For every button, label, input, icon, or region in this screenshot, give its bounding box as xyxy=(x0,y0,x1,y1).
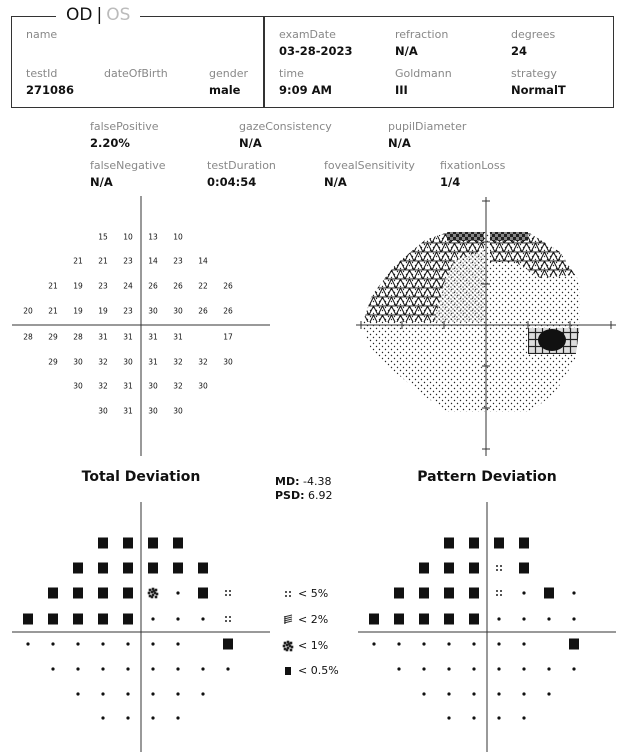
sensitivity-value: 31 xyxy=(98,332,108,342)
sensitivity-value: 26 xyxy=(198,306,208,316)
sensitivity-value: 21 xyxy=(98,256,108,266)
eye-od-tab[interactable]: OD xyxy=(66,5,93,25)
pupil-diameter-value: N/A xyxy=(388,136,411,150)
exam-date-label: examDate xyxy=(279,28,336,41)
sensitivity-value: 23 xyxy=(123,256,133,266)
sensitivity-value: 19 xyxy=(73,306,83,316)
legend-symbol-p5 xyxy=(285,591,291,597)
sensitivity-value: 31 xyxy=(123,406,133,416)
legend-label: < 0.5% xyxy=(298,664,339,677)
sensitivity-value: 30 xyxy=(73,357,83,367)
sensitivity-value: 23 xyxy=(123,306,133,316)
sensitivity-value: 30 xyxy=(98,406,108,416)
sensitivity-value: 30 xyxy=(123,357,133,367)
sensitivity-value: 23 xyxy=(98,281,108,291)
sensitivity-value: 31 xyxy=(123,332,133,342)
fixation-loss-value: 1/4 xyxy=(440,175,461,189)
sensitivity-value: 20 xyxy=(23,306,33,316)
dob-label: dateOfBirth xyxy=(104,67,168,80)
degrees-label: degrees xyxy=(511,28,556,41)
sensitivity-value: 29 xyxy=(48,332,58,342)
test-id-value: 271086 xyxy=(26,83,75,97)
md-value: -4.38 xyxy=(302,475,332,488)
test-duration-label: testDuration xyxy=(207,159,276,172)
sensitivity-value: 31 xyxy=(148,332,158,342)
gender-value: male xyxy=(209,83,241,97)
sensitivity-value: 19 xyxy=(98,306,108,316)
sensitivity-value: 13 xyxy=(148,232,158,242)
pattern-deviation-title: Pattern Deviation xyxy=(417,469,557,485)
false-positive-label: falsePositive xyxy=(90,120,159,133)
sensitivity-value: 32 xyxy=(198,357,208,367)
sensitivity-value: 26 xyxy=(223,306,233,316)
sensitivity-value: 30 xyxy=(73,381,83,391)
sensitivity-value: 30 xyxy=(173,306,183,316)
sensitivity-value: 26 xyxy=(148,281,158,291)
legend-label: < 5% xyxy=(298,587,329,600)
degrees-value: 24 xyxy=(511,44,528,58)
legend-symbol-p05-mark xyxy=(285,667,291,675)
false-positive-value: 2.20% xyxy=(90,136,130,150)
sensitivity-value: 30 xyxy=(148,306,158,316)
gender-label: gender xyxy=(209,67,248,80)
false-negative-value: N/A xyxy=(90,175,113,189)
time-value: 9:09 AM xyxy=(279,83,332,97)
sensitivity-value: 29 xyxy=(48,357,58,367)
test-duration-value: 0:04:54 xyxy=(207,175,257,189)
exam-date-value: 03-28-2023 xyxy=(279,44,353,58)
sensitivity-value: 14 xyxy=(148,256,158,266)
sensitivity-value: 21 xyxy=(48,306,58,316)
sensitivity-value: 24 xyxy=(123,281,133,291)
sensitivity-value: 30 xyxy=(148,381,158,391)
total-deviation-title: Total Deviation xyxy=(81,469,201,485)
sensitivity-value: 23 xyxy=(173,256,183,266)
gaze-consistency-value: N/A xyxy=(239,136,262,150)
legend-symbol-p2 xyxy=(284,615,292,624)
sensitivity-value: 32 xyxy=(173,381,183,391)
name-label: name xyxy=(26,28,58,41)
sensitivity-value: 19 xyxy=(73,281,83,291)
sensitivity-value: 17 xyxy=(223,332,233,342)
sensitivity-value: 28 xyxy=(73,332,83,342)
refraction-value: N/A xyxy=(395,44,418,58)
sensitivity-value: 32 xyxy=(98,357,108,367)
sensitivity-value: 31 xyxy=(173,332,183,342)
strategy-label: strategy xyxy=(511,67,557,80)
strategy-value: NormalT xyxy=(511,83,566,97)
psd-value: 6.92 xyxy=(308,489,333,502)
gaze-consistency-label: gazeConsistency xyxy=(239,120,332,133)
sensitivity-value: 30 xyxy=(148,406,158,416)
sensitivity-value: 14 xyxy=(198,256,208,266)
sensitivity-value: 10 xyxy=(123,232,133,242)
sensitivity-value: 15 xyxy=(98,232,108,242)
sensitivity-value: 30 xyxy=(198,381,208,391)
sensitivity-value: 26 xyxy=(223,281,233,291)
refraction-label: refraction xyxy=(395,28,449,41)
sensitivity-value: 32 xyxy=(173,357,183,367)
legend-label: < 1% xyxy=(298,639,329,652)
foveal-sensitivity-label: fovealSensitivity xyxy=(324,159,415,172)
legend-label: < 2% xyxy=(298,613,329,626)
sensitivity-value: 32 xyxy=(98,381,108,391)
time-label: time xyxy=(279,67,304,80)
md-label: MD: xyxy=(275,475,300,488)
sensitivity-value: 26 xyxy=(173,281,183,291)
pupil-diameter-label: pupilDiameter xyxy=(388,120,467,133)
eye-os-tab[interactable]: OS xyxy=(106,5,131,25)
sensitivity-value: 30 xyxy=(223,357,233,367)
sensitivity-value: 21 xyxy=(73,256,83,266)
sensitivity-value: 30 xyxy=(173,406,183,416)
sensitivity-value: 28 xyxy=(23,332,33,342)
foveal-sensitivity-value: N/A xyxy=(324,175,347,189)
false-negative-label: falseNegative xyxy=(90,159,166,172)
sensitivity-value: 31 xyxy=(123,381,133,391)
sensitivity-value: 22 xyxy=(198,281,208,291)
fixation-loss-label: fixationLoss xyxy=(440,159,506,172)
legend-symbol-p1 xyxy=(283,641,294,652)
test-id-label: testId xyxy=(26,67,58,80)
goldmann-label: Goldmann xyxy=(395,67,452,80)
sensitivity-value: 10 xyxy=(173,232,183,242)
psd-label: PSD: xyxy=(275,489,305,502)
goldmann-value: III xyxy=(395,83,408,97)
eye-separator: | xyxy=(96,5,103,25)
sensitivity-value: 21 xyxy=(48,281,58,291)
sensitivity-value: 31 xyxy=(148,357,158,367)
